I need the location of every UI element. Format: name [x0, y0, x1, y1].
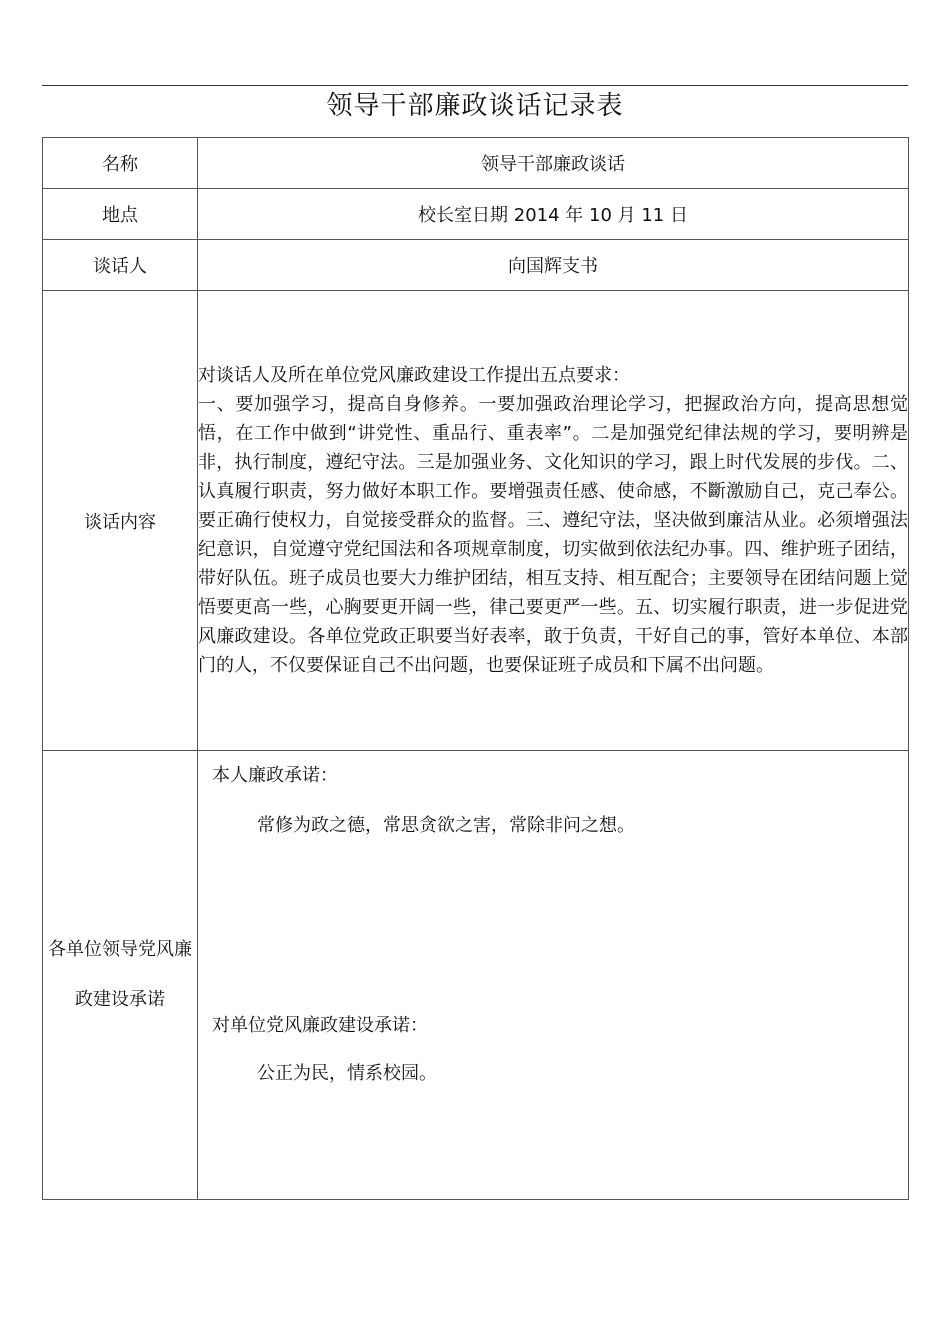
- table-row-speaker: [43, 240, 909, 291]
- speaker-label: 谈话人: [43, 240, 198, 291]
- table-row-content: [43, 291, 909, 751]
- name-value: 领导干部廉政谈话: [198, 138, 909, 189]
- promise-cell: [198, 751, 909, 1200]
- content-heading: 对谈话人及所在单位党风廉政建设工作提出五点要求：: [198, 365, 630, 386]
- content-text: [198, 361, 908, 680]
- table-row-promise: [43, 751, 909, 1200]
- content-label: 谈话内容: [43, 291, 198, 751]
- speaker-value: 向国辉支书: [198, 240, 909, 291]
- unit-promise-heading: 对单位党风廉政建设承诺：: [212, 1015, 428, 1036]
- record-table: [42, 137, 909, 1200]
- personal-promise-text: 常修为政之德，常思贪欲之害，常除非问之想。: [257, 815, 635, 836]
- place-label: 地点: [43, 189, 198, 240]
- page-title: 领导干部廉政谈话记录表: [326, 91, 624, 121]
- content-cell: [198, 291, 909, 751]
- table-row-place: [43, 189, 909, 240]
- unit-promise-text: 公正为民，情系校园。: [257, 1063, 437, 1084]
- personal-promise-heading: 本人廉政承诺：: [212, 765, 338, 786]
- content-body: 一、要加强学习，提高自身修养。一要加强政治理论学习，把握政治方向，提高思想觉悟，在工作中做到“讲党性、重品行、重表率”。二是加强党纪律法规的学习，要明辨是非，执行制度，遵纪守法。三是加强业务、文化知识的学习，跟上时代发展的步伐。二、认真履行职责，努力做好本职工作。要增强责任感、使命感，不斷激励自己，克己奉公。要正确行使权力，自觉接受群众的监督。三、遵纪守法，坚决做到廉洁从业。必须增强法纪意识，自觉遵守党纪国法和各项规章制度，切实做到依法纪办事。四、维护班子团结，带好队伍。班子成员也要大力维护团结，相互支持、相互配合；主要领导在团结问题上觉悟要更高一些，心胸要更开阔一些，律己要更严一些。五、切实履行职责，进一步促进党风廉政建设。各单位党政正职要当好表率，敢于负责，干好自己的事，管好本单位、本部门的人，不仅要保证自己不出问题，也要保证班子成员和下属不出问题。: [198, 394, 908, 676]
- table-row-name: [43, 138, 909, 189]
- place-value: 校长室日期 2014 年 10 月 11 日: [198, 189, 909, 240]
- name-label: 名称: [43, 138, 198, 189]
- promise-label: 各单位领导党风廉政建设承诺: [43, 751, 198, 1200]
